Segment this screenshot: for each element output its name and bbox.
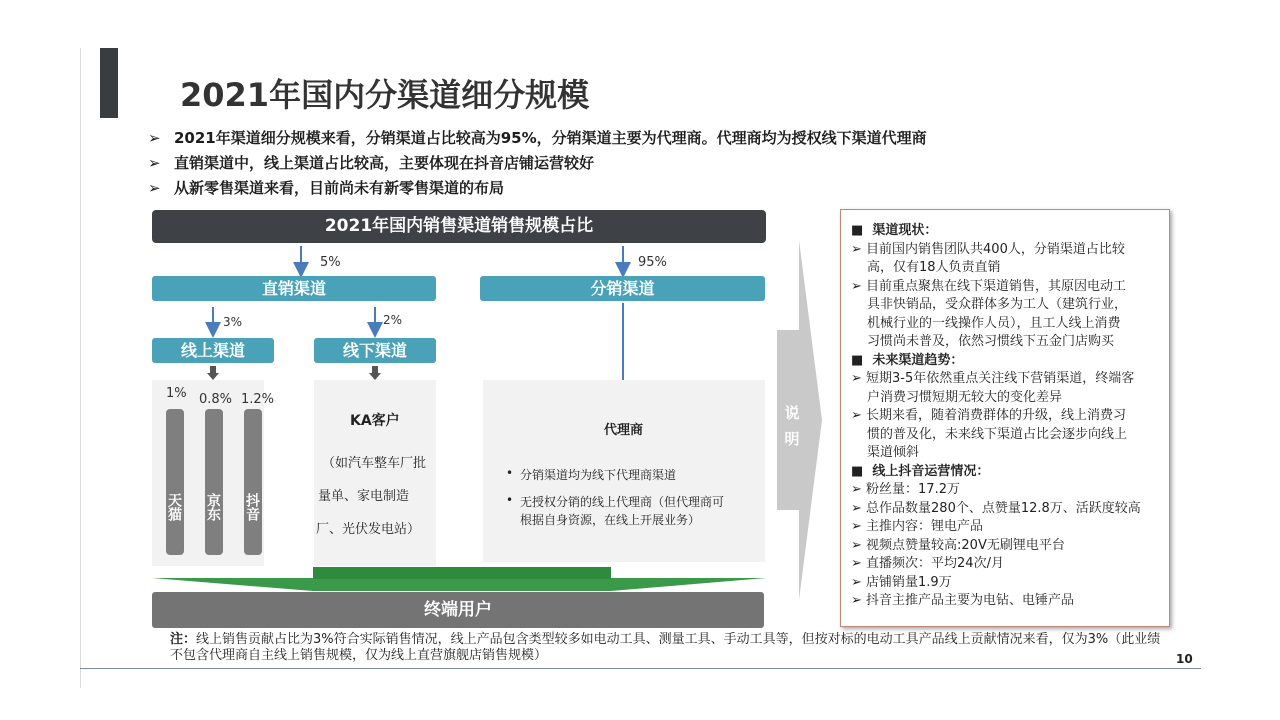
section-channel-status-heading: ■ 渠道现状： xyxy=(851,223,938,238)
agent-item-1: 分销渠道均为线下代理商渠道 xyxy=(520,468,677,482)
trend-item-2-cont-1: 惯的普及化，未来线下渠道占比会逐步向线上 xyxy=(867,426,1128,442)
platform-pct-jd: 0.8% xyxy=(199,392,233,407)
green-wedge xyxy=(152,578,766,591)
status-item-2-cont-2: 机械行业的一线操作人员），且工人线上消费 xyxy=(867,315,1121,331)
douyin-item-5: ➢ 直播频次：平均24次/月 xyxy=(851,556,1004,571)
bullet-3: ➢ 从新零售渠道来看，目前尚未有新零售渠道的布局 xyxy=(148,179,505,197)
bullet-1: ➢ 2021年渠道细分规模来看，分销渠道占比较高为95%，分销渠道主要为代理商。代理商均为授权线下渠道代理商 xyxy=(148,129,927,147)
bullet-arrow-icon: ➢ xyxy=(148,129,161,147)
douyin-item-2: ➢ 总作品数量280个、点赞量12.8万、活跃度较高 xyxy=(851,500,1141,516)
platform-douyin: 抖音 xyxy=(244,409,262,555)
trend-item-2: ➢ 长期来看，随着消费群体的升级，线上消费习 xyxy=(851,408,1127,423)
ka-line-3: 厂、光伏发电站） xyxy=(316,522,421,537)
end-user-bar: 终端用户 xyxy=(152,592,764,628)
status-item-1: ➢ 目前国内销售团队共400人，分销渠道占比较 xyxy=(851,241,1125,257)
distribution-channel-box: 分销渠道 xyxy=(480,276,765,301)
platform-pct-tmall: 1% xyxy=(166,386,187,401)
douyin-item-3: ➢ 主推内容：锂电产品 xyxy=(851,519,984,534)
trend-item-1: ➢ 短期3-5年依然重点关注线下营销渠道，终端客 xyxy=(851,371,1135,386)
agent-item-1-bullet: • xyxy=(506,466,514,480)
direct-channel-box: 直销渠道 xyxy=(152,276,436,301)
small-arrow-offline xyxy=(369,366,381,380)
ka-title: KA客户 xyxy=(350,413,400,429)
offline-pct: 2% xyxy=(383,313,403,327)
section-douyin-heading: ■ 线上抖音运营情况： xyxy=(851,463,990,479)
footnote: 注：线上销售贡献占比为3%符合实际销售情况，线上产品包含类型较多如电动工具、测量工具、手动工具等，但按对标的电动工具产品线上贡献情况来看，仅为3%（此业绩不包含代理商自主线上销售规模，仅为线上直营旗舰店销售规模） xyxy=(170,632,1161,663)
distribution-pct: 95% xyxy=(638,255,667,270)
platform-tmall: 天猫 xyxy=(166,409,184,555)
douyin-item-6: ➢ 店铺销量1.9万 xyxy=(851,574,952,590)
online-channel-box: 线上渠道 xyxy=(152,338,274,363)
douyin-item-4: ➢ 视频点赞量较高:20V无刷锂电平台 xyxy=(851,537,1065,553)
status-item-2-cont-3: 习惯尚未普及，依然习惯线下五金门店购买 xyxy=(867,334,1115,349)
page-title: 2021年国内分渠道细分规模 xyxy=(180,76,590,114)
bullet-2: ➢ 直销渠道中，线上渠道占比较高，主要体现在抖音店铺运营较好 xyxy=(148,154,595,172)
platform-jd: 京东 xyxy=(205,409,223,555)
offline-channel-box: 线下渠道 xyxy=(314,338,436,363)
douyin-item-7: ➢ 抖音主推产品主要为电钻、电锤产品 xyxy=(851,593,1075,608)
douyin-item-1: ➢ 粉丝量：17.2万 xyxy=(851,482,960,497)
status-item-1-cont: 高，仅有18人负责直销 xyxy=(867,260,1001,275)
trend-item-1-cont: 户消费习惯短期无较大的变化差异 xyxy=(867,389,1063,405)
agent-title: 代理商 xyxy=(604,423,644,438)
agent-item-2-line-1: 无授权分销的线上代理商（但代理商可 xyxy=(520,495,725,509)
ka-line-2: 量单、家电制造 xyxy=(318,489,410,504)
bullet-arrow-icon: ➢ xyxy=(148,154,161,172)
agent-item-2-bullet: • xyxy=(506,493,514,507)
small-arrow-online xyxy=(207,366,219,380)
platform-pct-douyin: 1.2% xyxy=(241,392,275,407)
page-number: 10 xyxy=(1176,652,1193,666)
green-base xyxy=(313,567,611,579)
online-pct: 3% xyxy=(223,315,243,329)
explain-label: 说明 xyxy=(784,404,800,448)
ka-panel xyxy=(314,380,436,566)
status-item-2-cont-1: 具非快销品，受众群体多为工人（建筑行业， xyxy=(867,297,1128,312)
agent-item-2-line-2: 根据自身资源，在线上开展业务） xyxy=(520,513,701,527)
status-item-2: ➢ 目前重点聚焦在线下渠道销售，其原因电动工 xyxy=(851,278,1127,294)
explanation-panel xyxy=(840,209,1170,627)
diagram-header: 2021年国内销售渠道销售规模占比 xyxy=(152,210,766,243)
section-future-trend-heading: ■ 未来渠道趋势： xyxy=(851,352,964,368)
bullet-arrow-icon: ➢ xyxy=(148,179,161,197)
ka-line-1: （如汽车整车厂批 xyxy=(322,456,427,471)
direct-pct: 5% xyxy=(320,255,341,270)
trend-item-2-cont-2: 渠道倾斜 xyxy=(867,445,920,460)
